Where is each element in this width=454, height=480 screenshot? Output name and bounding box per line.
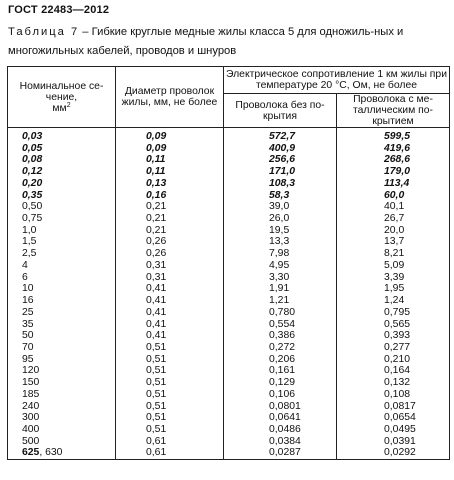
cell-cross-section: 625, 630 xyxy=(8,447,116,459)
cell-resistance-coated: 0,210 xyxy=(337,354,450,366)
cell-resistance-uncoated: 0,386 xyxy=(224,330,337,342)
standard-number: ГОСТ 22483—2012 xyxy=(8,4,110,16)
cell-resistance-coated: 60,0 xyxy=(337,190,450,202)
cell-wire-diameter: 0,31 xyxy=(116,272,224,284)
cell-resistance-coated: 0,0817 xyxy=(337,401,450,413)
cell-resistance-coated: 0,108 xyxy=(337,389,450,401)
cell-resistance-coated: 0,0292 xyxy=(337,447,450,459)
copper-conductor-table xyxy=(7,66,450,460)
cell-wire-diameter: 0,61 xyxy=(116,436,224,448)
cell-resistance-coated: 13,7 xyxy=(337,236,450,248)
cell-cross-section: 0,05 xyxy=(8,143,116,155)
header-cross-section-unit: мм xyxy=(52,102,67,114)
table-row xyxy=(8,342,450,354)
cell-cross-section: 4 xyxy=(8,260,116,272)
table-row xyxy=(8,128,450,143)
cell-cross-section: 500 xyxy=(8,436,116,448)
cell-resistance-coated: 419,6 xyxy=(337,143,450,155)
cell-wire-diameter: 0,21 xyxy=(116,201,224,213)
cell-resistance-uncoated: 0,129 xyxy=(224,377,337,389)
cell-resistance-uncoated: 0,0641 xyxy=(224,412,337,424)
cell-wire-diameter: 0,61 xyxy=(116,447,224,459)
cell-cross-section: 50 xyxy=(8,330,116,342)
cell-wire-diameter: 0,21 xyxy=(116,213,224,225)
cell-cross-section: 16 xyxy=(8,295,116,307)
cell-wire-diameter: 0,13 xyxy=(116,178,224,190)
table-row xyxy=(8,236,450,248)
cell-resistance-uncoated: 0,0486 xyxy=(224,424,337,436)
cell-wire-diameter: 0,51 xyxy=(116,377,224,389)
cell-cross-section: 6 xyxy=(8,272,116,284)
table-row xyxy=(8,295,450,307)
cell-resistance-coated: 0,0495 xyxy=(337,424,450,436)
table-row xyxy=(8,201,450,213)
table-row xyxy=(8,225,450,237)
table-row xyxy=(8,447,450,459)
cell-wire-diameter: 0,51 xyxy=(116,412,224,424)
cell-cross-section: 1,0 xyxy=(8,225,116,237)
cell-cross-section: 95 xyxy=(8,354,116,366)
header-resistance-group: Электрическое сопротивление 1 км жилы при температуре 20 °С, Ом, не более xyxy=(224,67,450,94)
table-row xyxy=(8,260,450,272)
table-row xyxy=(8,154,450,166)
cell-resistance-uncoated: 0,554 xyxy=(224,319,337,331)
cell-cross-section: 185 xyxy=(8,389,116,401)
cell-wire-diameter: 0,09 xyxy=(116,143,224,155)
cell-wire-diameter: 0,41 xyxy=(116,319,224,331)
cell-wire-diameter: 0,26 xyxy=(116,248,224,260)
cell-wire-diameter: 0,41 xyxy=(116,283,224,295)
table-row xyxy=(8,319,450,331)
cell-wire-diameter: 0,51 xyxy=(116,401,224,413)
cell-cross-section: 0,50 xyxy=(8,201,116,213)
cell-cross-section: 10 xyxy=(8,283,116,295)
cell-resistance-coated: 3,39 xyxy=(337,272,450,284)
cell-cross-section: 300 xyxy=(8,412,116,424)
table-row xyxy=(8,377,450,389)
cell-resistance-uncoated: 0,0287 xyxy=(224,447,337,459)
table-row xyxy=(8,436,450,448)
cell-resistance-coated: 0,795 xyxy=(337,307,450,319)
table-row xyxy=(8,143,450,155)
cell-resistance-uncoated: 0,106 xyxy=(224,389,337,401)
cell-resistance-uncoated: 0,161 xyxy=(224,365,337,377)
cell-wire-diameter: 0,51 xyxy=(116,354,224,366)
cell-resistance-uncoated: 0,272 xyxy=(224,342,337,354)
cell-cross-section: 25 xyxy=(8,307,116,319)
cell-resistance-coated: 179,0 xyxy=(337,166,450,178)
cell-resistance-uncoated: 0,780 xyxy=(224,307,337,319)
cell-resistance-coated: 0,132 xyxy=(337,377,450,389)
cell-resistance-uncoated: 400,9 xyxy=(224,143,337,155)
cell-cross-section: 120 xyxy=(8,365,116,377)
cell-resistance-uncoated: 7,98 xyxy=(224,248,337,260)
cell-resistance-uncoated: 1,91 xyxy=(224,283,337,295)
cell-cross-section: 1,5 xyxy=(8,236,116,248)
cell-wire-diameter: 0,09 xyxy=(116,128,224,143)
cell-cross-section: 400 xyxy=(8,424,116,436)
cell-resistance-coated: 0,0654 xyxy=(337,412,450,424)
cell-resistance-coated: 113,4 xyxy=(337,178,450,190)
cell-resistance-coated: 5,09 xyxy=(337,260,450,272)
table-row xyxy=(8,412,450,424)
cell-resistance-uncoated: 3,30 xyxy=(224,272,337,284)
table-body xyxy=(8,128,450,460)
table-row xyxy=(8,424,450,436)
table-caption xyxy=(8,23,448,61)
cell-resistance-coated: 1,95 xyxy=(337,283,450,295)
cell-cross-section: 240 xyxy=(8,401,116,413)
header-unit-superscript: 2 xyxy=(66,101,71,109)
cell-wire-diameter: 0,16 xyxy=(116,190,224,202)
table-row xyxy=(8,178,450,190)
cell-wire-diameter: 0,51 xyxy=(116,342,224,354)
cell-resistance-uncoated: 0,206 xyxy=(224,354,337,366)
header-coated: Проволока с ме-таллическим по-крытием xyxy=(337,94,450,128)
cell-resistance-coated: 1,24 xyxy=(337,295,450,307)
cell-resistance-coated: 26,7 xyxy=(337,213,450,225)
table-row xyxy=(8,365,450,377)
cell-resistance-coated: 268,6 xyxy=(337,154,450,166)
cell-wire-diameter: 0,26 xyxy=(116,236,224,248)
cell-resistance-uncoated: 0,0384 xyxy=(224,436,337,448)
table-row xyxy=(8,190,450,202)
cell-resistance-uncoated: 13,3 xyxy=(224,236,337,248)
table-row xyxy=(8,389,450,401)
cell-wire-diameter: 0,11 xyxy=(116,166,224,178)
header-wire-diameter: Диаметр проволок жилы, мм, не более xyxy=(116,67,224,128)
table-row xyxy=(8,283,450,295)
cell-resistance-uncoated: 256,6 xyxy=(224,154,337,166)
table-caption-text: – Гибкие круглые медные жилы класса 5 для одножиль-ных и многожильных кабелей, проводов и шнуров xyxy=(8,26,404,57)
cell-resistance-coated: 0,393 xyxy=(337,330,450,342)
table-row xyxy=(8,330,450,342)
cell-cross-section: 0,08 xyxy=(8,154,116,166)
cell-resistance-coated: 599,5 xyxy=(337,128,450,143)
table-row xyxy=(8,213,450,225)
cell-cross-section: 150 xyxy=(8,377,116,389)
cell-resistance-uncoated: 572,7 xyxy=(224,128,337,143)
cell-resistance-uncoated: 108,3 xyxy=(224,178,337,190)
cell-wire-diameter: 0,21 xyxy=(116,225,224,237)
cell-cross-section: 0,20 xyxy=(8,178,116,190)
cell-resistance-coated: 0,164 xyxy=(337,365,450,377)
cell-resistance-uncoated: 4,95 xyxy=(224,260,337,272)
cell-resistance-coated: 0,0391 xyxy=(337,436,450,448)
cell-cross-section: 0,75 xyxy=(8,213,116,225)
cell-resistance-coated: 20,0 xyxy=(337,225,450,237)
table-row xyxy=(8,401,450,413)
cell-resistance-uncoated: 1,21 xyxy=(224,295,337,307)
cell-resistance-uncoated: 19,5 xyxy=(224,225,337,237)
cell-wire-diameter: 0,41 xyxy=(116,330,224,342)
cell-resistance-uncoated: 58,3 xyxy=(224,190,337,202)
cell-cross-section: 0,35 xyxy=(8,190,116,202)
cell-resistance-coated: 8,21 xyxy=(337,248,450,260)
table-label: Таблица 7 xyxy=(8,26,80,38)
cell-resistance-uncoated: 26,0 xyxy=(224,213,337,225)
cell-resistance-uncoated: 171,0 xyxy=(224,166,337,178)
cell-wire-diameter: 0,31 xyxy=(116,260,224,272)
table-row xyxy=(8,354,450,366)
cell-resistance-uncoated: 39,0 xyxy=(224,201,337,213)
cell-cross-section: 0,12 xyxy=(8,166,116,178)
table-row xyxy=(8,248,450,260)
cell-wire-diameter: 0,41 xyxy=(116,295,224,307)
cell-wire-diameter: 0,51 xyxy=(116,365,224,377)
cell-cross-section: 2,5 xyxy=(8,248,116,260)
cell-wire-diameter: 0,51 xyxy=(116,424,224,436)
table-row xyxy=(8,307,450,319)
header-cross-section xyxy=(8,67,116,128)
cell-resistance-coated: 0,277 xyxy=(337,342,450,354)
cell-cross-section: 0,03 xyxy=(8,128,116,143)
cell-wire-diameter: 0,11 xyxy=(116,154,224,166)
cell-wire-diameter: 0,51 xyxy=(116,389,224,401)
cell-cross-section: 35 xyxy=(8,319,116,331)
header-cross-section-label: Номинальное се-чение, xyxy=(19,80,104,103)
header-uncoated: Проволока без по-крытия xyxy=(224,94,337,128)
table-row xyxy=(8,166,450,178)
table-row xyxy=(8,272,450,284)
cell-cross-section: 70 xyxy=(8,342,116,354)
cell-resistance-uncoated: 0,0801 xyxy=(224,401,337,413)
cell-resistance-coated: 0,565 xyxy=(337,319,450,331)
cell-wire-diameter: 0,41 xyxy=(116,307,224,319)
cell-resistance-coated: 40,1 xyxy=(337,201,450,213)
